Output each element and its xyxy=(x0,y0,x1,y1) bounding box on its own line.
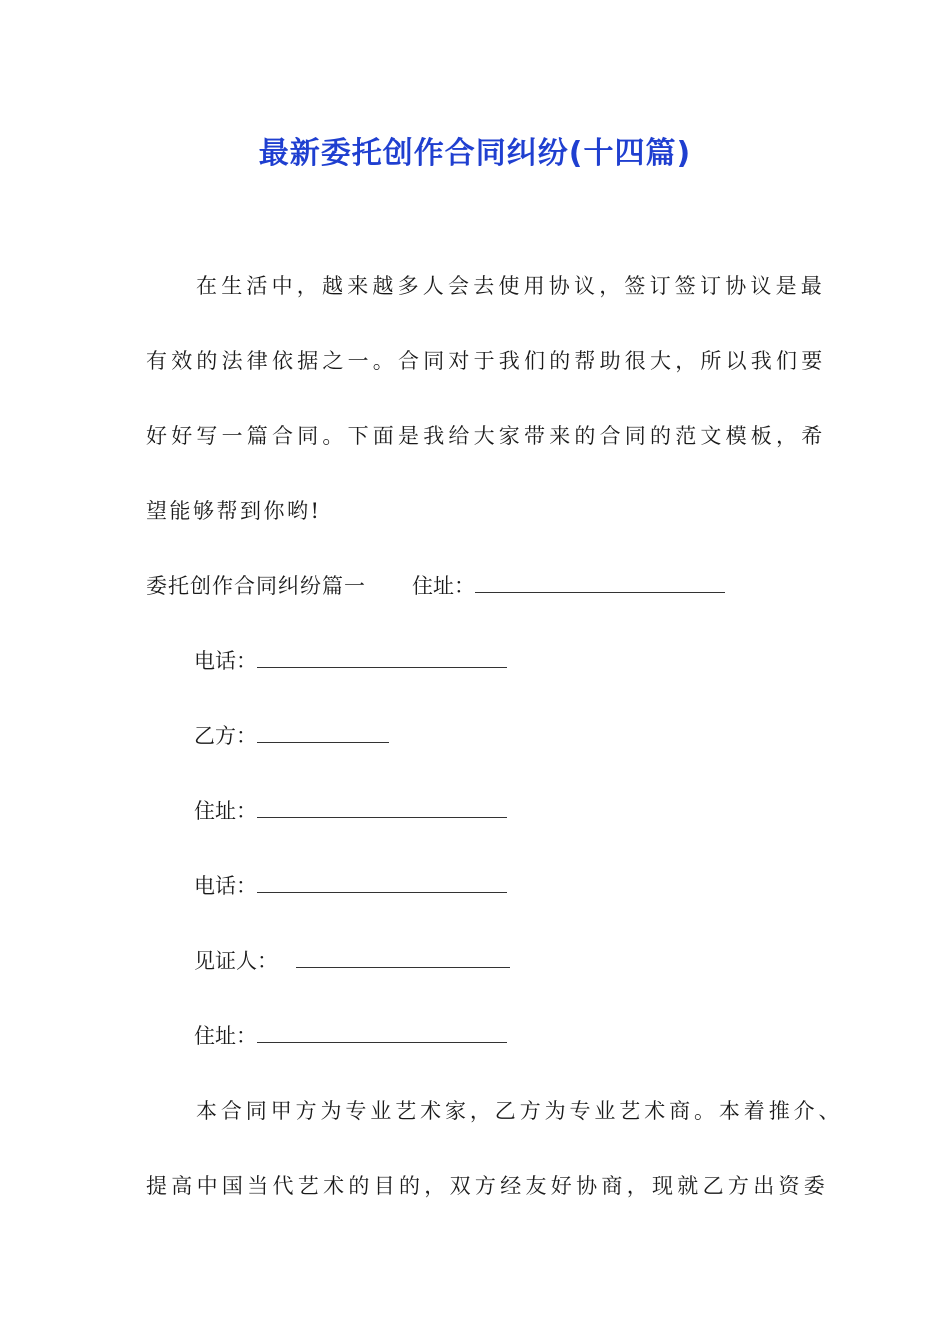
section-heading: 委托创作合同纠纷篇一 xyxy=(146,574,366,598)
phone-label: 电话： xyxy=(194,649,257,673)
intro-paragraph-line: 在生活中，越来越多人会去使用协议，签订签订协议是最 xyxy=(196,274,826,298)
party-b-blank xyxy=(257,722,389,743)
phone-blank xyxy=(257,647,507,668)
address-blank xyxy=(257,797,507,818)
section-heading-row xyxy=(146,570,725,600)
party-b-label: 乙方： xyxy=(194,724,257,748)
phone-field-row xyxy=(194,645,507,675)
phone-blank xyxy=(257,872,507,893)
witness-field-row xyxy=(194,945,510,975)
address-label: 住址： xyxy=(412,574,475,598)
address-field-row xyxy=(194,1020,507,1050)
phone-label: 电话： xyxy=(194,874,257,898)
address-label: 住址： xyxy=(194,799,257,823)
intro-paragraph-line: 有效的法律依据之一。合同对于我们的帮助很大，所以我们要 xyxy=(146,349,827,373)
witness-label: 见证人： xyxy=(194,949,278,973)
document-title: 最新委托创作合同纠纷(十四篇) xyxy=(258,136,692,171)
address-label: 住址： xyxy=(194,1024,257,1048)
witness-blank xyxy=(296,947,510,968)
body-paragraph-line: 提高中国当代艺术的目的，双方经友好协商，现就乙方出资委 xyxy=(146,1174,830,1198)
intro-paragraph-line: 好好写一篇合同。下面是我给大家带来的合同的范文模板，希 xyxy=(146,424,827,448)
phone-field-row xyxy=(194,870,507,900)
address-field-row xyxy=(194,795,507,825)
intro-paragraph-line: 望能够帮到你哟! xyxy=(146,499,322,523)
address-blank xyxy=(257,1022,507,1043)
address-blank xyxy=(475,572,725,593)
party-b-field-row xyxy=(194,720,389,750)
body-paragraph-line: 本合同甲方为专业艺术家，乙方为专业艺术商。本着推介、 xyxy=(196,1099,844,1123)
